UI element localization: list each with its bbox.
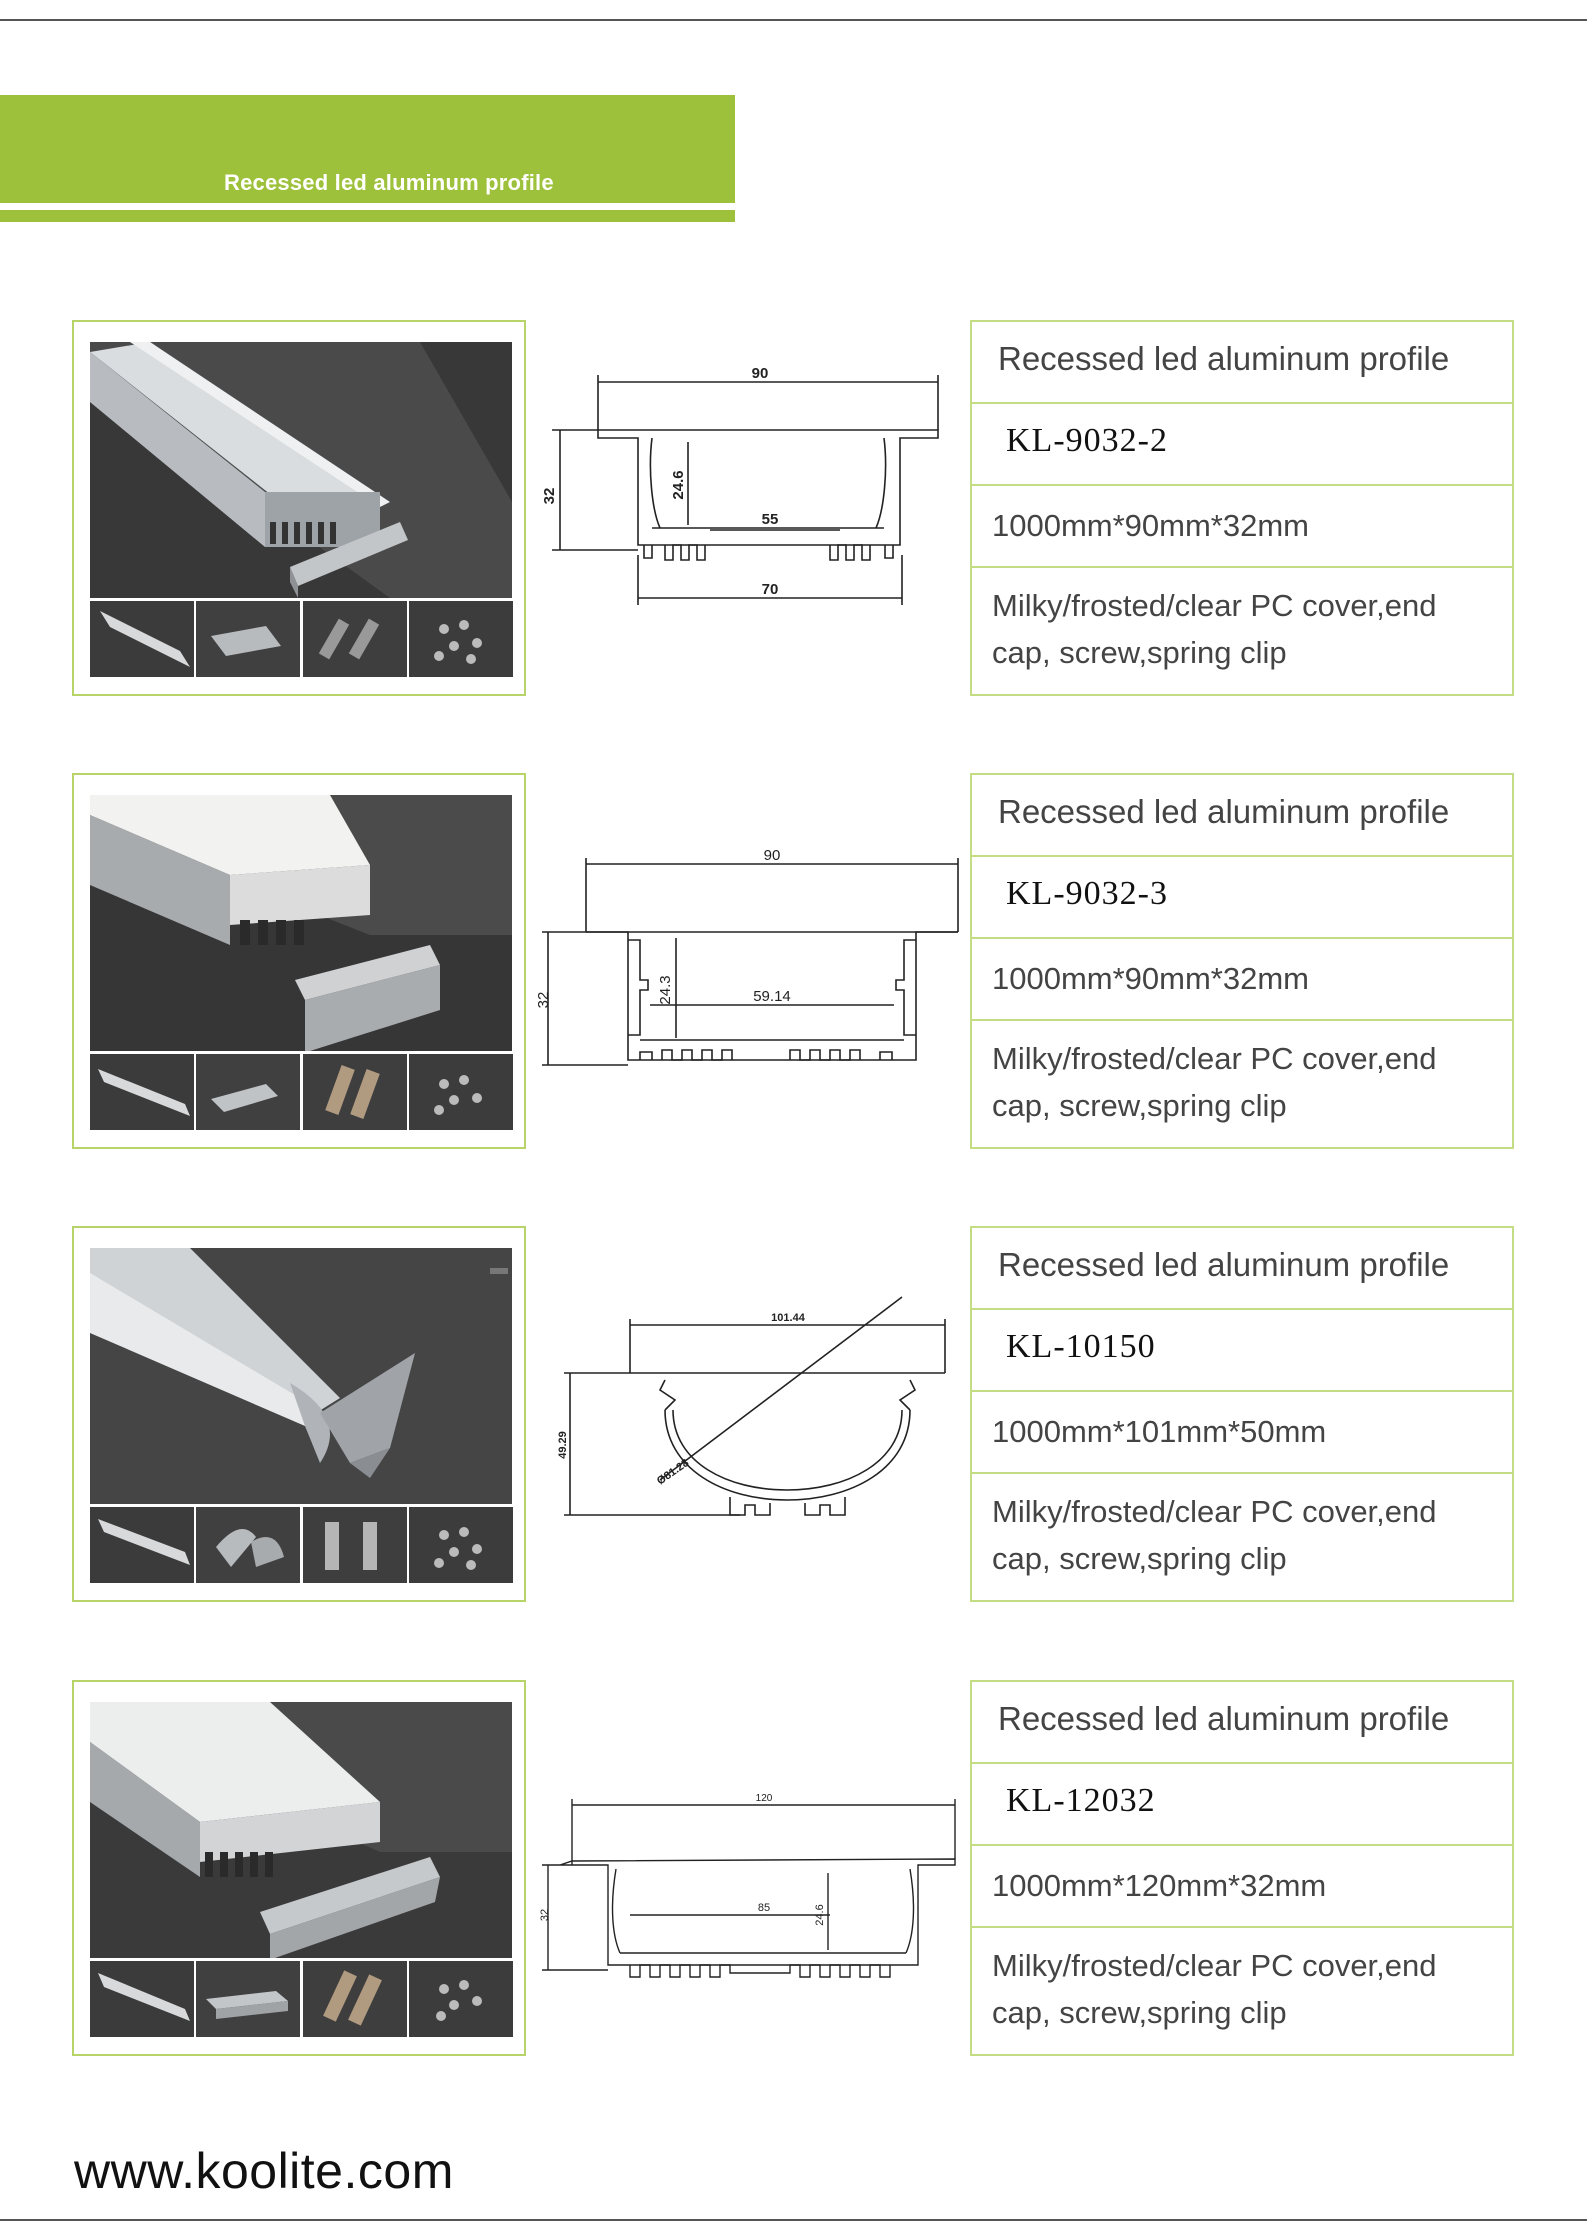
p3-dim-height: 49.29: [557, 1431, 569, 1459]
product-code: KL-9032-2: [1006, 422, 1168, 459]
thumb-spring-clip: [303, 1507, 406, 1583]
p1-dim-inner-height: 24.6: [670, 470, 687, 500]
thumb-spring-clip: [303, 601, 406, 677]
thumb-pc-cover: [90, 1054, 193, 1130]
p2-dim-inner-width: 59.14: [753, 988, 791, 1005]
p4-dim-height: 32: [539, 1908, 551, 1922]
p2-dim-width: 90: [763, 847, 781, 864]
spec-row-size: [972, 939, 1512, 1021]
thumb-screws: [409, 1507, 512, 1583]
thumb-pc-cover: [90, 601, 193, 677]
spec-row-code: [972, 1764, 1512, 1846]
product-accessories: Milky/frosted/clear PC cover,end cap, screw,spring clip: [992, 1948, 1437, 2030]
product-size: 1000mm*120mm*32mm: [992, 1868, 1327, 1903]
product-1-photo-panel: [72, 320, 526, 696]
product-4-photo: [90, 1702, 512, 1958]
thumb-screws: [409, 1961, 512, 2037]
product-size: 1000mm*90mm*32mm: [992, 508, 1309, 543]
product-3-photo-panel: [72, 1226, 526, 1602]
thumb-end-cap: [196, 1054, 299, 1130]
product-name: Recessed led aluminum profile: [998, 1246, 1450, 1283]
spec-row-size: [972, 1846, 1512, 1928]
product-3-spec-table: [970, 1226, 1514, 1602]
bottom-rule: [0, 2219, 1587, 2221]
product-accessories: Milky/frosted/clear PC cover,end cap, screw,spring clip: [992, 588, 1437, 670]
product-name: Recessed led aluminum profile: [998, 340, 1450, 377]
product-3-photo: [90, 1248, 512, 1504]
top-rule: [0, 19, 1587, 21]
spec-row-accessories: [972, 1474, 1512, 1600]
thumb-screws: [409, 601, 512, 677]
banner-title: Recessed led aluminum profile: [224, 170, 554, 195]
product-2-accessory-thumbs: [90, 1054, 512, 1130]
spec-row-name: [972, 322, 1512, 404]
product-1-accessory-thumbs: [90, 601, 512, 677]
product-accessories: Milky/frosted/clear PC cover,end cap, screw,spring clip: [992, 1494, 1437, 1576]
spec-row-name: [972, 1682, 1512, 1764]
product-4-photo-panel: [72, 1680, 526, 2056]
product-2-spec-table: [970, 773, 1514, 1149]
banner-gap: [0, 203, 735, 210]
thumb-spring-clip: [303, 1961, 406, 2037]
spec-row-size: [972, 1392, 1512, 1474]
product-3-drawing: [540, 1285, 960, 1545]
product-size: 1000mm*90mm*32mm: [992, 961, 1309, 996]
p1-dim-height: 32: [541, 487, 558, 505]
p1-dim-base: 70: [761, 581, 779, 598]
product-code: KL-9032-3: [1006, 875, 1168, 912]
p2-dim-height: 32: [535, 991, 552, 1009]
spec-row-name: [972, 1228, 1512, 1310]
thumb-screws: [409, 1054, 512, 1130]
thumb-pc-cover: [90, 1507, 193, 1583]
spec-row-size: [972, 486, 1512, 568]
product-3-accessory-thumbs: [90, 1507, 512, 1583]
product-accessories: Milky/frosted/clear PC cover,end cap, screw,spring clip: [992, 1041, 1437, 1123]
product-name: Recessed led aluminum profile: [998, 1700, 1450, 1737]
spec-row-accessories: [972, 1021, 1512, 1147]
banner-underline: [0, 210, 735, 222]
footer-website: www.koolite.com: [74, 2143, 454, 2199]
p2-dim-inner-height: 24.3: [657, 975, 674, 1005]
p3-dim-radius: Ø81.28: [654, 1456, 692, 1488]
product-2-photo: [90, 795, 512, 1051]
p4-dim-width: 120: [755, 1793, 773, 1804]
thumb-end-cap: [196, 1507, 299, 1583]
p3-dim-width: 101.44: [771, 1312, 805, 1324]
product-code: KL-12032: [1006, 1782, 1156, 1819]
thumb-spring-clip: [303, 1054, 406, 1130]
product-size: 1000mm*101mm*50mm: [992, 1414, 1327, 1449]
thumb-pc-cover: [90, 1961, 193, 2037]
product-1-photo: [90, 342, 512, 598]
product-1-spec-table: [970, 320, 1514, 696]
spec-row-code: [972, 857, 1512, 939]
product-2-drawing: [535, 840, 960, 1100]
p4-dim-inner-height: 24.6: [814, 1904, 826, 1926]
spec-row-name: [972, 775, 1512, 857]
spec-row-accessories: [972, 568, 1512, 694]
product-name: Recessed led aluminum profile: [998, 793, 1450, 830]
product-4-spec-table: [970, 1680, 1514, 2056]
product-code: KL-10150: [1006, 1328, 1156, 1365]
spec-row-code: [972, 1310, 1512, 1392]
p1-dim-inner-width: 55: [761, 511, 779, 528]
product-1-drawing: [540, 360, 960, 620]
spec-row-code: [972, 404, 1512, 486]
p4-dim-inner-width: 85: [757, 1902, 771, 1914]
product-4-drawing: [540, 1765, 960, 2025]
p1-dim-width: 90: [751, 365, 769, 382]
spec-row-accessories: [972, 1928, 1512, 2054]
thumb-end-cap: [196, 601, 299, 677]
product-4-accessory-thumbs: [90, 1961, 512, 2037]
product-2-photo-panel: [72, 773, 526, 1149]
thumb-end-cap: [196, 1961, 299, 2037]
